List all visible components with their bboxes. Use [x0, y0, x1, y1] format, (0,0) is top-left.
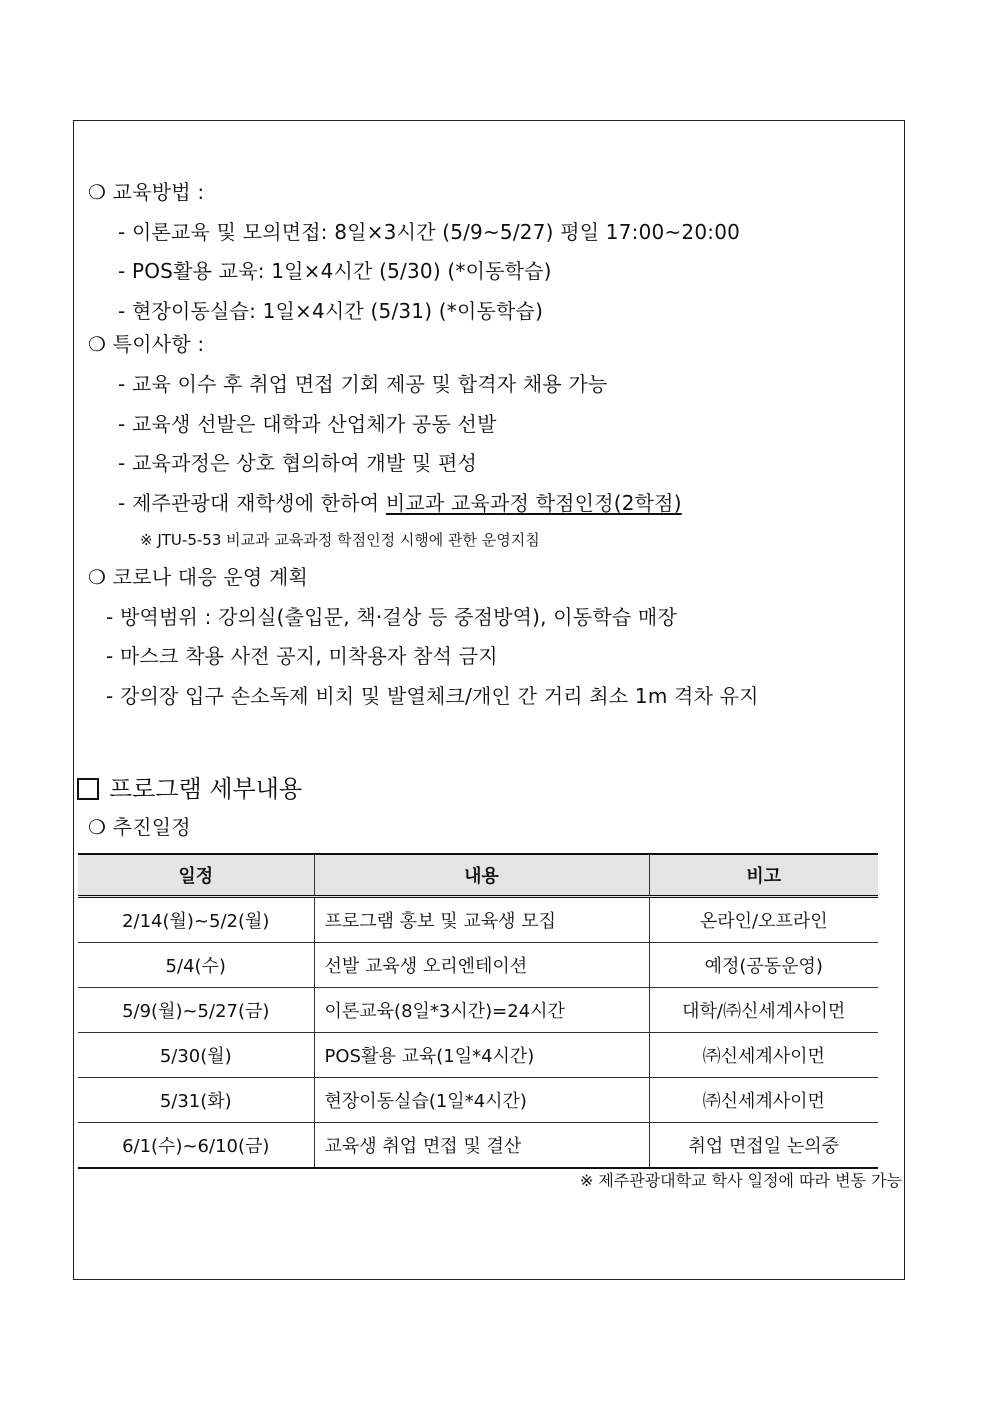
cell-content: 현장이동실습(1일*4시간)	[314, 1078, 649, 1123]
credit-prefix: - 제주관광대 재학생에 한하여	[118, 491, 386, 515]
table-header-row	[78, 854, 878, 897]
table-row	[78, 988, 878, 1033]
cell-content: 선발 교육생 오리엔테이션	[314, 943, 649, 988]
special-heading: ❍ 특이사항 :	[88, 332, 205, 356]
method-heading: ❍ 교육방법 :	[88, 180, 205, 204]
cell-content: 교육생 취업 면접 및 결산	[314, 1123, 649, 1169]
schedule-heading: ❍ 추진일정	[88, 815, 191, 839]
special-item-2: - 교육생 선발은 대학과 산업체가 공동 선발	[118, 412, 497, 436]
cell-date: 5/30(월)	[78, 1033, 314, 1078]
cell-remarks: ㈜신세계사이먼	[649, 1033, 878, 1078]
credit-underlined: 비교과 교육과정 학점인정(2학점)	[385, 491, 682, 515]
header-remarks: 비고	[649, 854, 878, 897]
section-title	[77, 773, 302, 805]
table-row	[78, 1078, 878, 1123]
header-content: 내용	[314, 854, 649, 897]
table-row	[78, 1033, 878, 1078]
section-title-text: 프로그램 세부내용	[109, 775, 303, 803]
special-item-3: - 교육과정은 상호 협의하여 개발 및 편성	[118, 451, 478, 475]
table-row	[78, 943, 878, 988]
method-item-2: - POS활용 교육: 1일×4시간 (5/30) (*이동학습)	[118, 259, 552, 283]
cell-date: 6/1(수)~6/10(금)	[78, 1123, 314, 1169]
table-row	[78, 897, 878, 943]
cell-remarks: 취업 면접일 논의중	[649, 1123, 878, 1169]
cell-date: 5/31(화)	[78, 1078, 314, 1123]
cell-content: 프로그램 홍보 및 교육생 모집	[314, 897, 649, 943]
cell-content: POS활용 교육(1일*4시간)	[314, 1033, 649, 1078]
corona-item-3: - 강의장 입구 손소독제 비치 및 발열체크/개인 간 거리 최소 1m 격차 유지	[106, 684, 759, 708]
cell-remarks: 예정(공동운영)	[649, 943, 878, 988]
header-date: 일정	[78, 854, 314, 897]
cell-remarks: ㈜신세계사이먼	[649, 1078, 878, 1123]
table-row	[78, 1123, 878, 1169]
method-item-3: - 현장이동실습: 1일×4시간 (5/31) (*이동학습)	[118, 299, 544, 323]
method-item-1: - 이론교육 및 모의면접: 8일×3시간 (5/9~5/27) 평일 17:00~20:00	[118, 220, 741, 244]
regulation-note: ※ JTU-5-53 비교과 교육과정 학점인정 시행에 관한 운영지침	[140, 531, 540, 549]
corona-heading: ❍ 코로나 대응 운영 계획	[88, 565, 309, 589]
schedule-footnote: ※ 제주관광대학교 학사 일정에 따라 변동 가능	[579, 1171, 902, 1190]
corona-item-1: - 방역범위 : 강의실(출입문, 책·걸상 등 중점방역), 이동학습 매장	[106, 605, 677, 629]
special-item-credit	[118, 490, 682, 516]
cell-content: 이론교육(8일*3시간)=24시간	[314, 988, 649, 1033]
special-item-1: - 교육 이수 후 취업 면접 기회 제공 및 합격자 채용 가능	[118, 372, 608, 396]
cell-remarks: 온라인/오프라인	[649, 897, 878, 943]
cell-remarks: 대학/㈜신세계사이먼	[649, 988, 878, 1033]
checkbox-icon	[77, 778, 99, 800]
corona-item-2: - 마스크 착용 사전 공지, 미착용자 참석 금지	[106, 644, 498, 668]
cell-date: 5/9(월)~5/27(금)	[78, 988, 314, 1033]
schedule-table	[78, 853, 878, 1169]
cell-date: 5/4(수)	[78, 943, 314, 988]
cell-date: 2/14(월)~5/2(월)	[78, 897, 314, 943]
